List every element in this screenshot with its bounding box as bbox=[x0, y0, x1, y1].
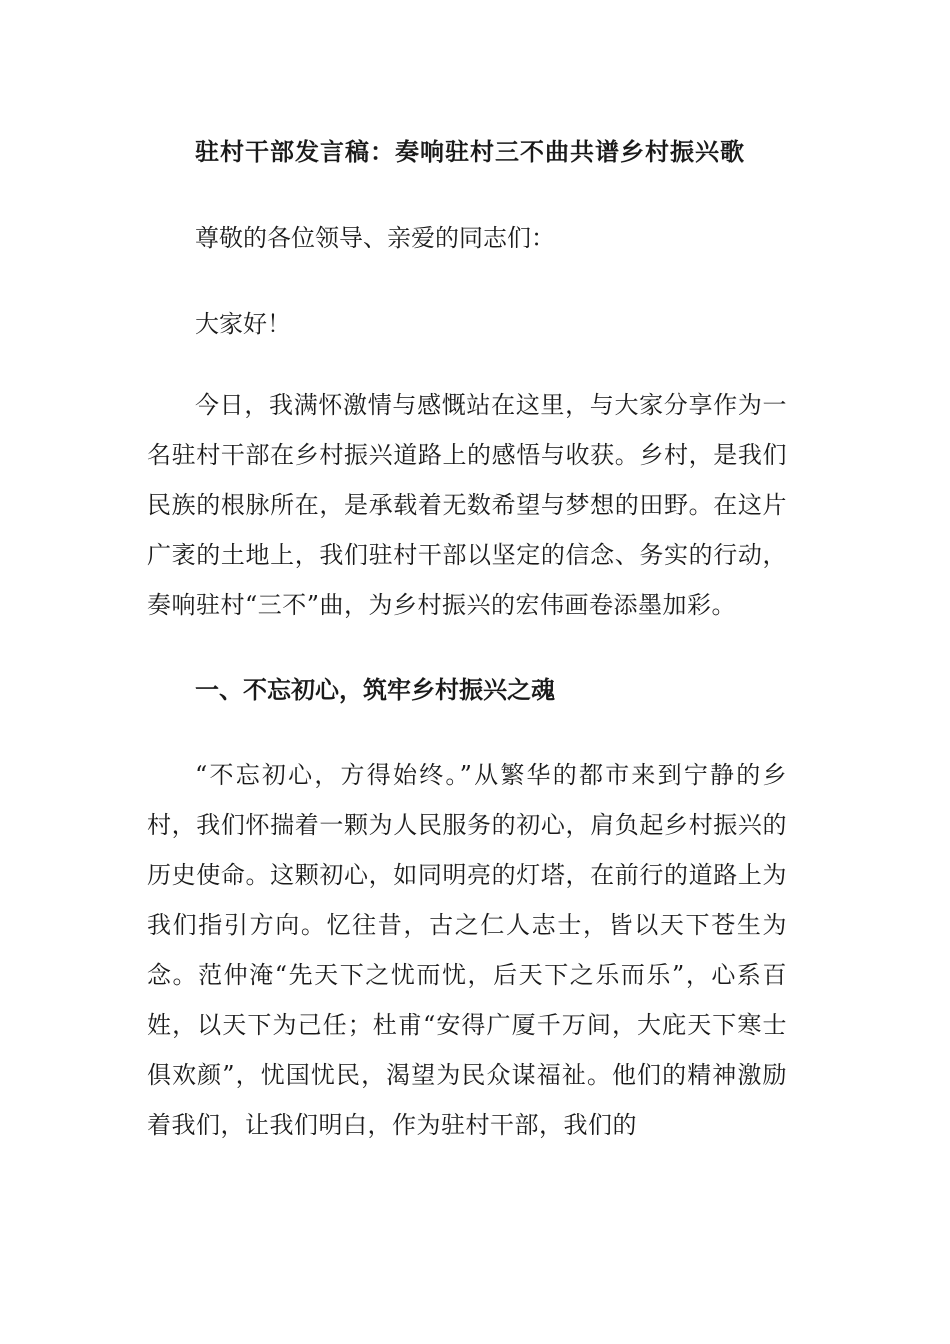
section-1-paragraph: “不忘初心，方得始终。”从繁华的都市来到宁静的乡村，我们怀揣着一颗为人民服务的初心，肩负起乡村振兴的历史使命。这颗初心，如同明亮的灯塔，在前行的道路上为我们指引方向。忆往昔，古之仁人志士，皆以天下苍生为念。范仲淹“先天下之忧而忧，后天下之乐而乐”，心系百姓，以天下为己任；杜甫“安得广厦千万间，大庇天下寒士俱欢颜”，忧国忧民，渴望为民众谋福祉。他们的精神激励着我们，让我们明白，作为驻村干部，我们的 bbox=[147, 761, 787, 1139]
salutation: 尊敬的各位领导、亲爱的同志们： bbox=[195, 224, 555, 252]
document-body bbox=[147, 130, 787, 1150]
section-1-heading: 一、不忘初心，筑牢乡村振兴之魂 bbox=[195, 675, 555, 704]
document-title: 驻村干部发言稿：奏响驻村三不曲共谱乡村振兴歌 bbox=[195, 137, 745, 166]
intro-paragraph: 今日，我满怀激情与感慨站在这里，与大家分享作为一名驻村干部在乡村振兴道路上的感悟与收获。乡村，是我们民族的根脉所在，是承载着无数希望与梦想的田野。在这片广袤的土地上，我们驻村干部以坚定的信念、务实的行动，奏响驻村“三不”曲，为乡村振兴的宏伟画卷添墨加彩。 bbox=[147, 391, 787, 619]
greeting: 大家好！ bbox=[195, 310, 291, 338]
